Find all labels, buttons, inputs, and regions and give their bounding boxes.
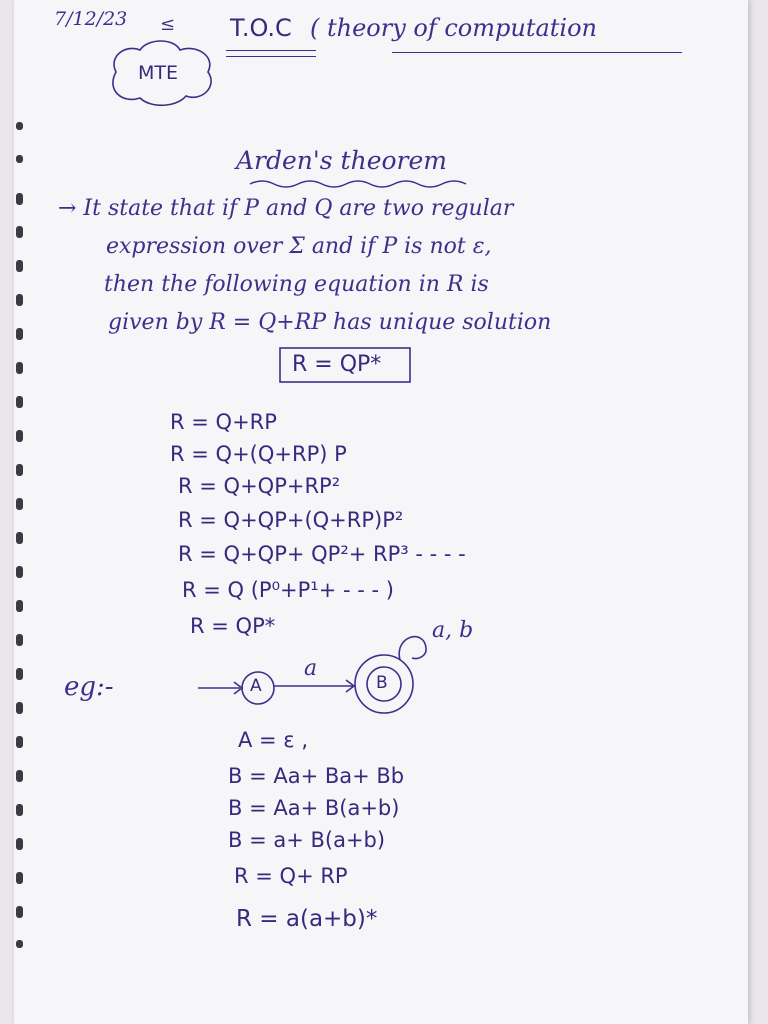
date-text: 7/12/23 (54, 8, 128, 30)
section-heading: Arden's theorem (236, 146, 447, 175)
statement-line: expression over Σ and if P is not ε, (106, 234, 492, 259)
derivation-step: R = Q+QP+(Q+RP)P² (178, 508, 404, 532)
state-b-label: B (376, 673, 388, 693)
statement-line: then the following equation in R is (104, 272, 489, 297)
notebook-page (14, 0, 748, 1024)
arrow-symbol: ≤ (160, 14, 176, 35)
self-loop (399, 637, 426, 660)
statement-line: given by R = Q+RP has unique solution (108, 310, 552, 335)
example-equation: A = ε , (238, 728, 309, 752)
example-label: eg:- (64, 672, 114, 702)
heading-wavy-underline (250, 181, 466, 187)
derivation-step: R = Q+QP+ QP²+ RP³ - - - - (178, 542, 466, 566)
derivation-step: R = Q+(Q+RP) P (170, 442, 347, 466)
example-equation: R = Q+ RP (234, 864, 348, 888)
page-title: T.O.C (230, 14, 292, 42)
boxed-solution: R = QP* (292, 352, 382, 377)
mte-tag: MTE (138, 62, 179, 84)
state-a-label: A (250, 676, 262, 696)
example-equation: B = Aa+ B(a+b) (228, 796, 400, 820)
derivation-step: R = Q+QP+RP² (178, 474, 341, 498)
transition-label: a (304, 656, 318, 681)
example-equation: B = Aa+ Ba+ Bb (228, 764, 405, 788)
example-equation: R = a(a+b)* (236, 906, 378, 932)
self-loop-label: a, b (432, 618, 474, 643)
statement-line: → It state that if P and Q are two regular (58, 196, 514, 221)
derivation-step: R = Q+RP (170, 410, 277, 434)
example-equation: B = a+ B(a+b) (228, 828, 386, 852)
page-subtitle: ( theory of computation (310, 14, 598, 42)
derivation-step: R = Q (P⁰+P¹+ - - - ) (182, 578, 394, 602)
derivation-step: R = QP* (190, 614, 276, 638)
